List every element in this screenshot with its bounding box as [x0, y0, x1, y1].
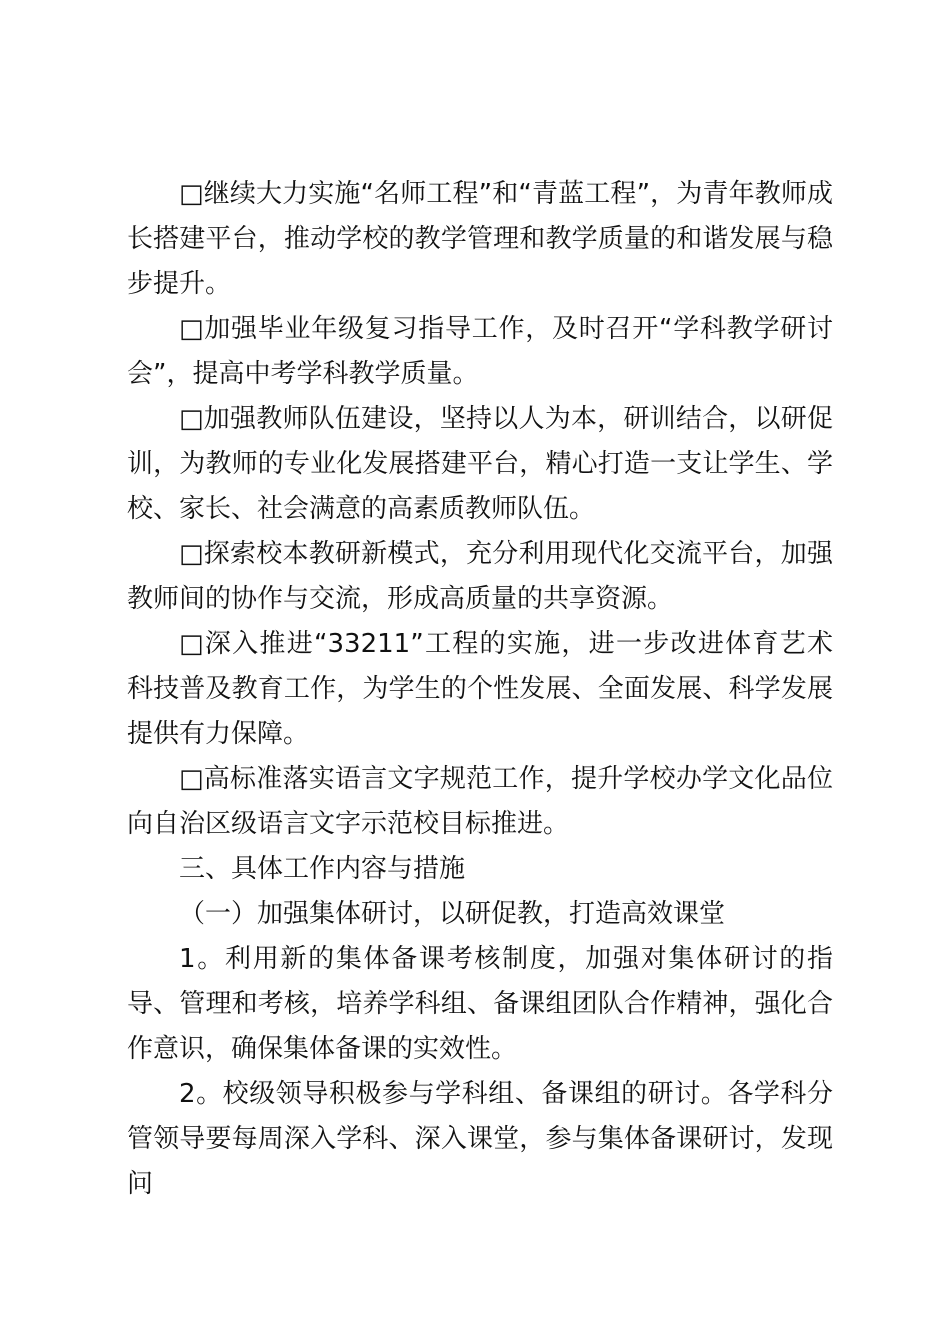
- paragraph-item-2: 2。校级领导积极参与学科组、备课组的研讨。各学科分管领导要每周深入学科、深入课堂，参与集体备课研讨，发现问: [127, 1079, 833, 1199]
- section-heading: 三、具体工作内容与措施: [179, 854, 466, 884]
- paragraph-goal-graduating-grade: □加强毕业年级复习指导工作，及时召开“学科教学研讨会”，提高中考学科教学质量。: [127, 314, 833, 389]
- paragraph-item-1: 1。利用新的集体备课考核制度，加强对集体研讨的指导、管理和考核，培养学科组、备课组团队合作精神，强化合作意识，确保集体备课的实效性。: [127, 944, 833, 1064]
- document-body: [127, 172, 833, 1207]
- paragraph-goal-33211-project: □深入推进“33211”工程的实施，进一步改进体育艺术科技普及教育工作，为学生的个性发展、全面发展、科学发展提供有力保障。: [127, 629, 833, 749]
- paragraph-goal-famous-teacher: □继续大力实施“名师工程”和“青蓝工程”，为青年教师成长搭建平台，推动学校的教学管理和教学质量的和谐发展与稳步提升。: [127, 179, 833, 299]
- subsection-heading: （一）加强集体研讨，以研促教，打造高效课堂: [179, 899, 726, 929]
- paragraph-goal-language-standards: □高标准落实语言文字规范工作，提升学校办学文化品位向自治区级语言文字示范校目标推进。: [127, 764, 833, 839]
- paragraph-goal-teacher-team: □加强教师队伍建设，坚持以人为本，研训结合，以研促训，为教师的专业化发展搭建平台，精心打造一支让学生、学校、家长、社会满意的高素质教师队伍。: [127, 404, 833, 524]
- paragraph-goal-school-research: □探索校本教研新模式，充分利用现代化交流平台，加强教师间的协作与交流，形成高质量的共享资源。: [127, 539, 833, 614]
